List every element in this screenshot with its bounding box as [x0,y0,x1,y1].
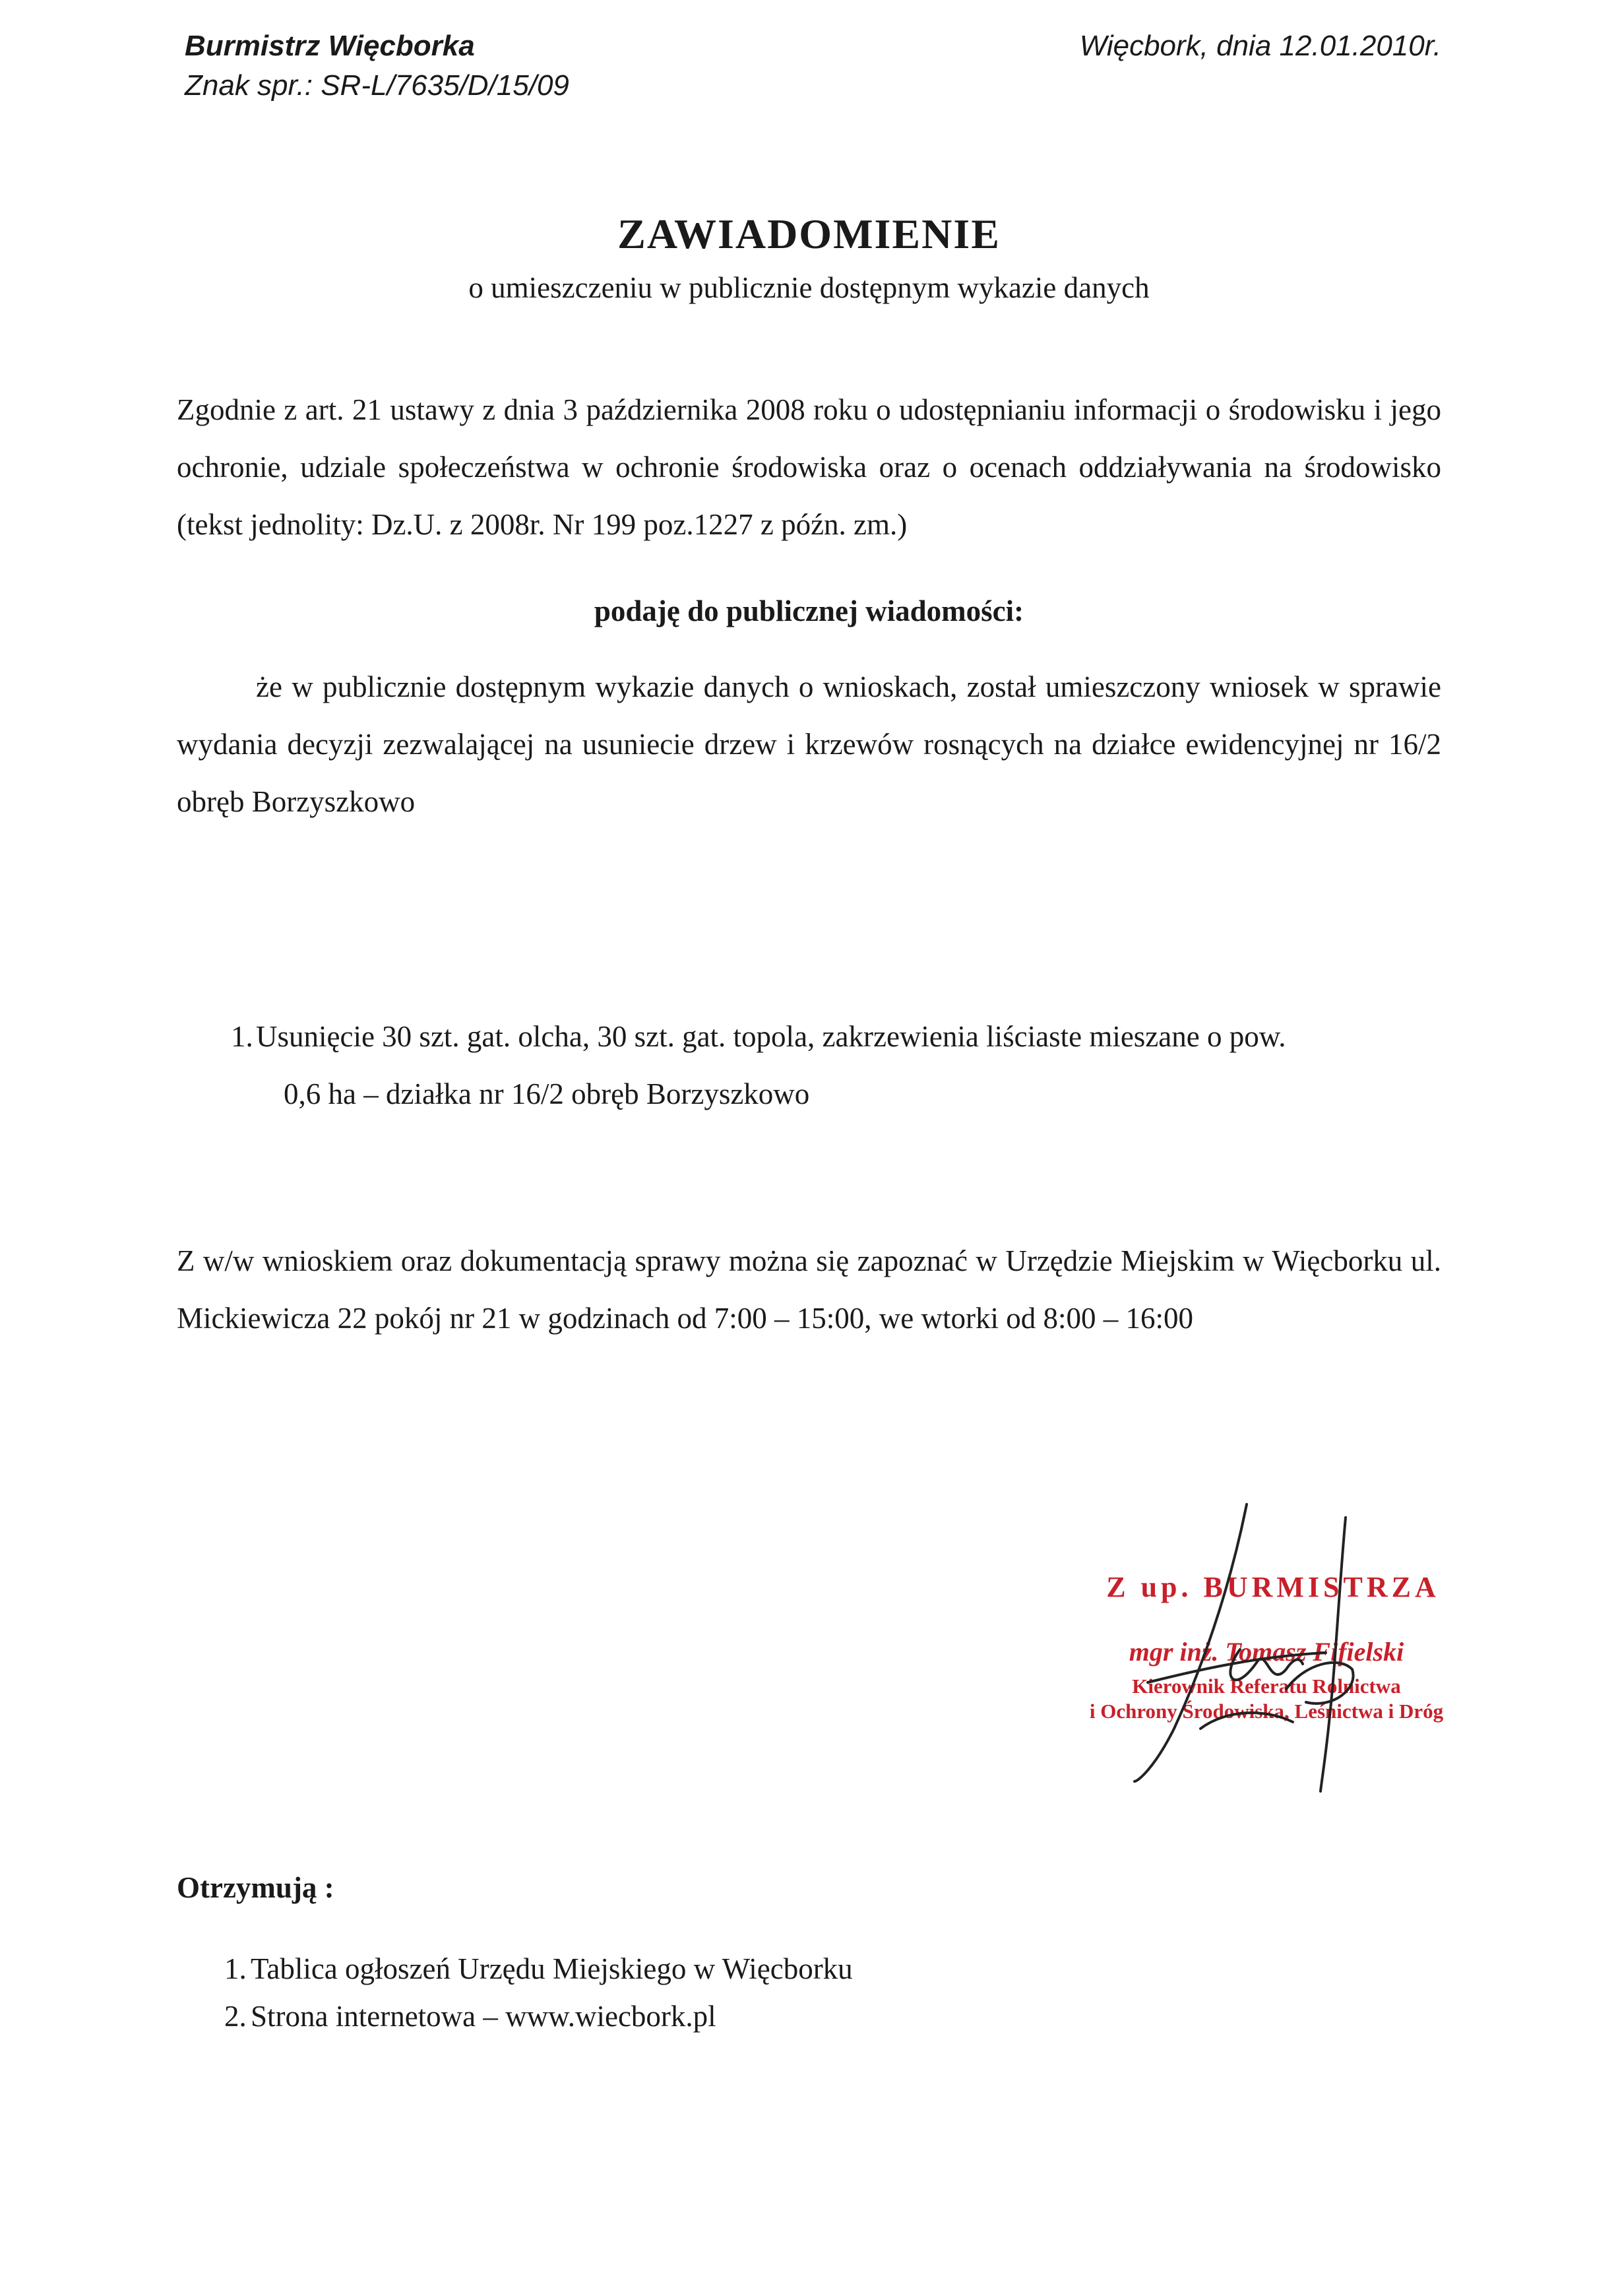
stamp-title: Z up. BURMISTRZA [1106,1571,1440,1603]
recipient-text: Strona internetowa – www.wiecbork.pl [251,2000,716,2033]
document-subtitle: o umieszczeniu w publicznie dostępnym wykazie danych [468,271,1150,304]
list-item [224,1945,853,1993]
list-item [224,1993,853,2040]
stamp-role: Kierownik Referatu Rolnictwa [1132,1674,1401,1698]
handwritten-signature [1069,1491,1478,1808]
recipients-heading: Otrzymują : [177,1871,334,1904]
recipient-number: 1. [224,1952,247,1985]
list-item-line-1: Usunięcie 30 szt. gat. olcha, 30 szt. gat. topola, zakrzewienia liściaste mieszane o pow. [256,1020,1286,1053]
list-item-line-2: 0,6 ha – działka nr 16/2 obręb Borzyszkowo [284,1077,810,1110]
proclamation-heading: podaję do publicznej wiadomości: [594,594,1024,627]
list-item-number: 1. [231,1020,253,1053]
list-item-text [256,1008,1441,1123]
place-and-date: Więcbork, dnia 12.01.2010r. [1079,30,1441,62]
recipient-number: 2. [224,2000,247,2033]
office-info-paragraph: Z w/w wnioskiem oraz dokumentacją sprawy można się zapoznać w Urzędzie Miejskim w Więcborku ul. Mickiewicza 22 pokój nr 21 w godzinach od 7:00 – 15:00, we wtorki od 8:00 – 16:00 [177,1244,1441,1335]
recipients-list [224,1945,853,2040]
stamp-department: i Ochrony Środowiska, Leśnictwa i Dróg [1089,1700,1444,1723]
recipient-text: Tablica ogłoszeń Urzędu Miejskiego w Więcborku [251,1952,853,1985]
issuing-authority: Burmistrz Więcborka [185,30,475,62]
notice-paragraph: że w publicznie dostępnym wykazie danych o wnioskach, został umieszczony wniosek w sprawie wydania decyzji zezwalającej na usuniecie drzew i krzewów rosnących na działce ewidencyjnej nr 16/2 obręb Borzyszkowo [177,670,1441,818]
document-title: ZAWIADOMIENIE [617,210,1001,257]
legal-basis-paragraph: Zgodnie z art. 21 ustawy z dnia 3 października 2008 roku o udostępnianiu informacji o środowisku i jego ochronie, udziale społeczeństwa w ochronie środowiska oraz o ocenach oddziaływania na środowisko (tekst jednolity: Dz.U. z 2008r. Nr 199 poz.1227 z późn. zm.) [177,393,1441,541]
case-reference: Znak spr.: SR-L/7635/D/15/09 [185,69,569,102]
stamp-name: mgr inż. Tomasz Fifielski [1129,1637,1404,1667]
